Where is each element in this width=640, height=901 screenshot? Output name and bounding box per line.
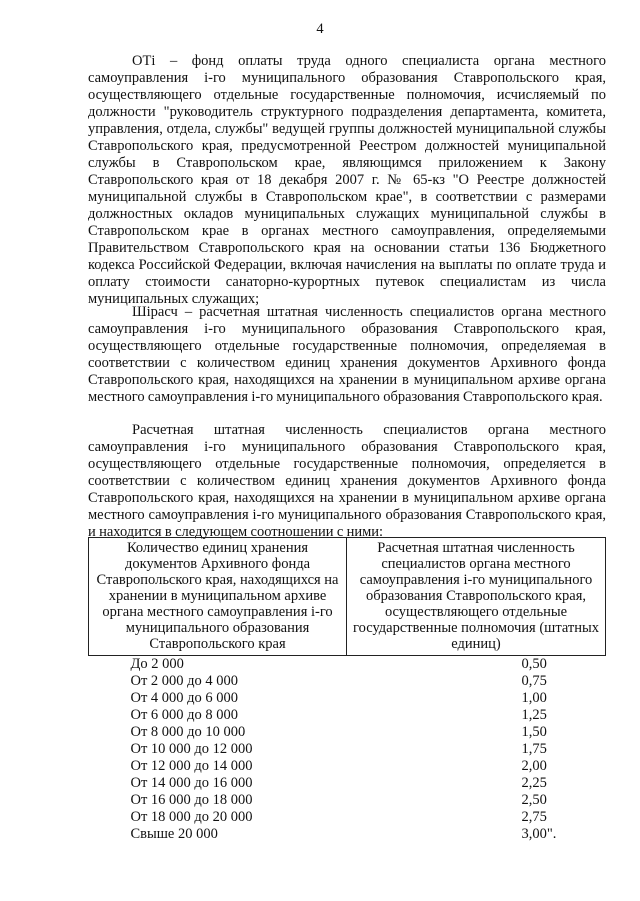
table-row xyxy=(89,775,606,792)
storage-range-cell: От 4 000 до 6 000 xyxy=(130,690,239,706)
header-staff-count: Расчетная штатная численность специалистов органа местного самоуправления i-го муниципального образования Ставропольского края, осуществляющего отдельные государственные полномочия (штатных единиц) xyxy=(347,538,606,656)
table-row xyxy=(89,724,606,741)
table-row xyxy=(89,707,606,724)
staff-value-cell: 1,00 xyxy=(521,690,547,706)
staff-value-cell: 1,75 xyxy=(521,741,547,757)
storage-range-cell: От 6 000 до 8 000 xyxy=(130,707,239,723)
staff-value-cell: 3,00". xyxy=(521,826,557,842)
table-row xyxy=(89,826,606,843)
staff-value-cell: 2,25 xyxy=(521,775,547,791)
staff-value-cell: 2,75 xyxy=(521,809,547,825)
ot-definition-paragraph: ОТi – фонд оплаты труда одного специалиста органа местного самоуправления i-го муниципального образования Ставропольского края, осуществляющего отдельные государственные полномочия, исчисляемый по должности "руководитель структурного подразделения департамента, комитета, управления, отдела, службы" ведущей группы должностей муниципальной службы Ставропольского края, предусмотренной Реестром должностей муниципальной службы в Ставропольском крае, являющимся приложением к Закону Ставропольского края от 18 декабря 2007 г. № 65-кз "О Реестре должностей муниципальной службы в Ставропольском крае", в соответствии с размерами должностных окладов муниципальных служащих муниципальной службы в Ставропольском крае в органах местного самоуправления, определяемыми Правительством Ставропольского края на основании статьи 136 Бюджетного кодекса Российской Федерации, включая начисления на выплаты по оплате труда и оплату стоимости санаторно-курортных путевок специалистам из числа муниципальных служащих; xyxy=(88,53,606,307)
sh-definition-paragraph: Шiрасч – расчетная штатная численность специалистов органа местного самоуправления i-го муниципального образования Ставропольского края, осуществляющего отдельные государственные полномочия, определяемая в соответствии с количеством единиц хранения документов Архивного фонда Ставропольского края, находящихся на хранении в муниципальном архиве органа местного самоуправления i-го муниципального образования Ставропольского края. xyxy=(88,304,606,405)
table-row xyxy=(89,741,606,758)
staffing-norm-table xyxy=(88,537,606,843)
storage-range-cell: От 16 000 до 18 000 xyxy=(130,792,253,808)
ratio-intro-paragraph: Расчетная штатная численность специалистов органа местного самоуправления i-го муниципального образования Ставропольского края, осуществляющего отдельные государственные полномочия, определяется в соответствии с количеством единиц хранения документов Архивного фонда Ставропольского края, находящихся на хранении в муниципальном архиве органа местного самоуправления i-го муниципального образования Ставропольского края, и находится в следующем соотношении с ними: xyxy=(88,422,606,540)
storage-range-cell: Свыше 20 000 xyxy=(130,826,218,842)
storage-range-cell: До 2 000 xyxy=(130,656,184,672)
staff-value-cell: 1,50 xyxy=(521,724,547,740)
storage-range-cell: От 8 000 до 10 000 xyxy=(130,724,246,740)
table-row xyxy=(89,809,606,826)
storage-range-cell: От 2 000 до 4 000 xyxy=(130,673,239,689)
staff-value-cell: 2,50 xyxy=(521,792,547,808)
staff-value-cell: 0,75 xyxy=(521,673,547,689)
header-storage-units: Количество единиц хранения документов Архивного фонда Ставропольского края, находящихся на хранении в муниципальном архиве органа местного самоуправления i-го муниципального образования Ставропольского края xyxy=(89,538,347,656)
table-row xyxy=(89,690,606,707)
staff-value-cell: 0,50 xyxy=(521,656,547,672)
table-row xyxy=(89,758,606,775)
table-body xyxy=(89,656,606,844)
staff-value-cell: 1,25 xyxy=(521,707,547,723)
table-header-row xyxy=(89,538,606,656)
table-row xyxy=(89,673,606,690)
storage-range-cell: От 10 000 до 12 000 xyxy=(130,741,253,757)
table-row xyxy=(89,792,606,809)
table-row xyxy=(89,656,606,674)
storage-range-cell: От 18 000 до 20 000 xyxy=(130,809,253,825)
page-number: 4 xyxy=(316,21,324,37)
staff-value-cell: 2,00 xyxy=(521,758,547,774)
storage-range-cell: От 14 000 до 16 000 xyxy=(130,775,253,791)
storage-range-cell: От 12 000 до 14 000 xyxy=(130,758,253,774)
